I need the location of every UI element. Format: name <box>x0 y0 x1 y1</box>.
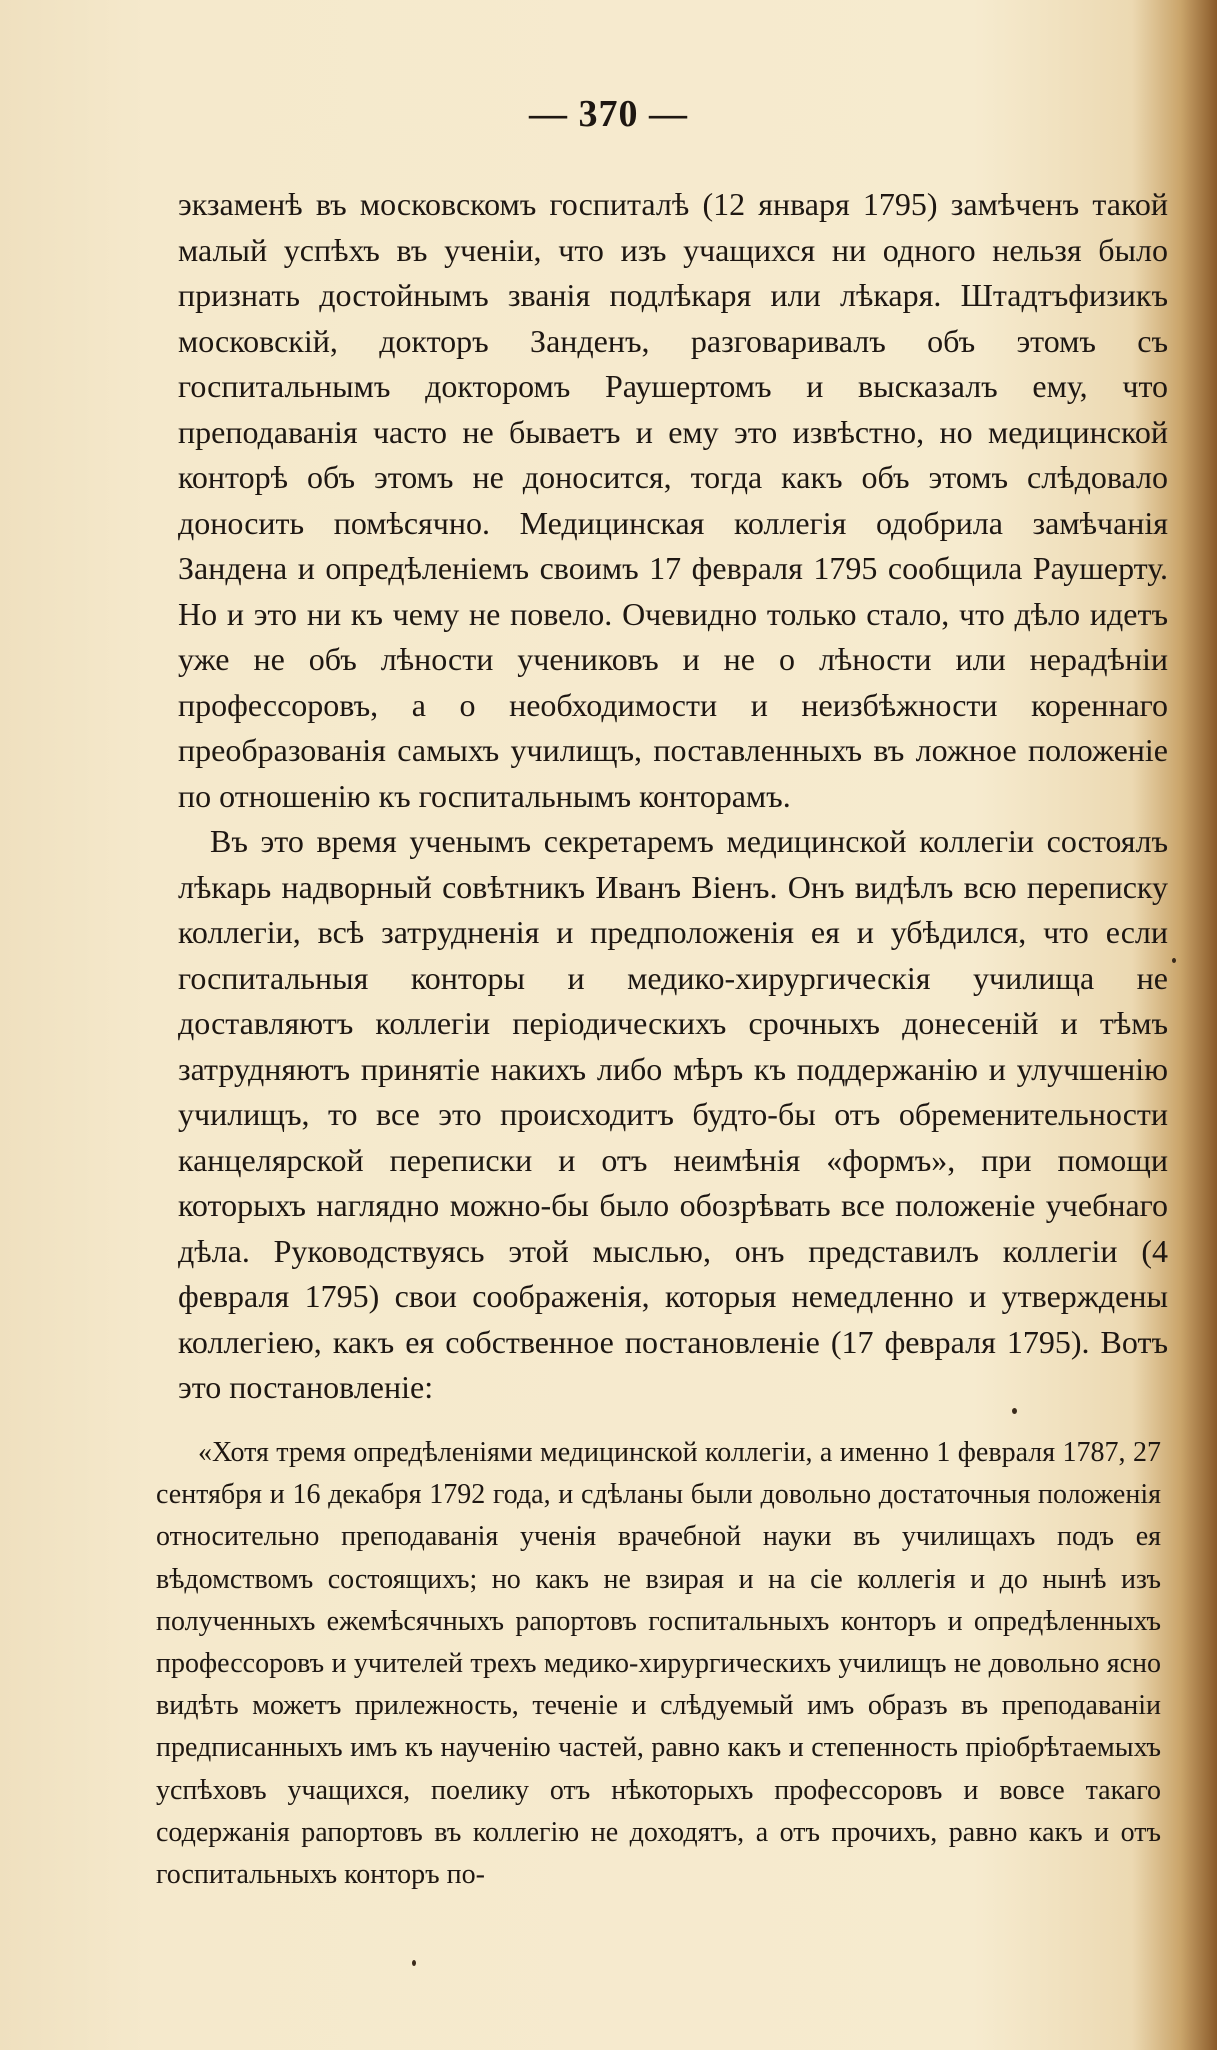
paragraph-secretary: Въ это время ученымъ секретаремъ медицинской коллегіи состоялъ лѣкарь надворный совѣтникъ Иванъ Віенъ. Онъ видѣлъ всю переписку коллегіи, всѣ затрудненія и предположенія ея и убѣдился, что если госпитальныя конторы и медико-хирургическія училища не доставляютъ коллегіи періодическихъ срочныхъ донесеній и тѣмъ затрудняютъ принятіе накихъ либо мѣръ къ поддержанію и улучшенію училищъ, то все это происходитъ будто-бы отъ обременительности канцелярской переписки и отъ неимѣнія «формъ», при помощи которыхъ наглядно можно-бы было обозрѣвать все положеніе учебнаго дѣла. Руководствуясь этой мыслью, онъ представилъ коллегіи (4 февраля 1795) свои соображенія, которыя немедленно и утверждены коллегіею, какъ ея собственное постановленіе (17 февраля 1795). Вотъ это постановленіе: <box>178 823 1168 1405</box>
quoted-resolution <box>156 1432 1161 1896</box>
main-text-block <box>178 182 1168 1411</box>
ink-speck <box>1172 958 1176 963</box>
page-number: — 370 — <box>529 93 688 135</box>
quote-paragraph: «Хотя тремя опредѣленіями медицинской коллегіи, а именно 1 февраля 1787, 27 сентября и 16 декабря 1792 года, и сдѣланы были довольно достаточныя положенія относительно преподаванія ученія врачебной науки въ училищахъ подъ ея вѣдомствомъ состоящихъ; но какъ не взирая и на сіе коллегія и до нынѣ изъ полученныхъ ежемѣсячныхъ рапортовъ госпитальныхъ конторъ и опредѣленныхъ профессоровъ и учителей трехъ медико-хирургическихъ училищъ не довольно ясно видѣть можетъ прилежность, теченіе и слѣдуемый имъ образъ въ преподаваніи предписанныхъ имъ къ наученію частей, равно какъ и степенность пріобрѣтаемыхъ успѣховъ учащихся, поелику отъ нѣкоторыхъ профессоровъ и вовсе такаго содержанія рапортовъ въ коллегію не доходятъ, а отъ прочихъ, равно какъ и отъ госпитальныхъ конторъ по- <box>156 1437 1161 1891</box>
ink-speck <box>412 1960 416 1966</box>
paragraph-continuation: экзаменѣ въ московскомъ госпиталѣ (12 января 1795) замѣченъ такой малый успѣхъ въ ученіи, что изъ учащихся ни одного нельзя было признать достойнымъ званія подлѣкаря или лѣкаря. Штадтъфизикъ московскій, докторъ Занденъ, разговаривалъ объ этомъ съ госпитальнымъ докторомъ Раушертомъ и высказалъ ему, что преподаванія часто не бываетъ и ему это извѣстно, но медицинской конторѣ объ этомъ не доносится, тогда какъ объ этомъ слѣдовало доносить помѣсячно. Медицинская коллегія одобрила замѣчанія Зандена и опредѣленіемъ своимъ 17 февраля 1795 сообщила Раушерту. Но и это ни къ чему не повело. Очевидно только стало, что дѣло идетъ уже не объ лѣности учениковъ и не о лѣности или нерадѣніи профессоровъ, а о необходимости и неизбѣжности кореннаго преобразованія самыхъ училищъ, поставленныхъ въ ложное положеніе по отношенію къ госпитальнымъ конторамъ. <box>178 186 1168 814</box>
ink-speck <box>1012 1408 1017 1414</box>
